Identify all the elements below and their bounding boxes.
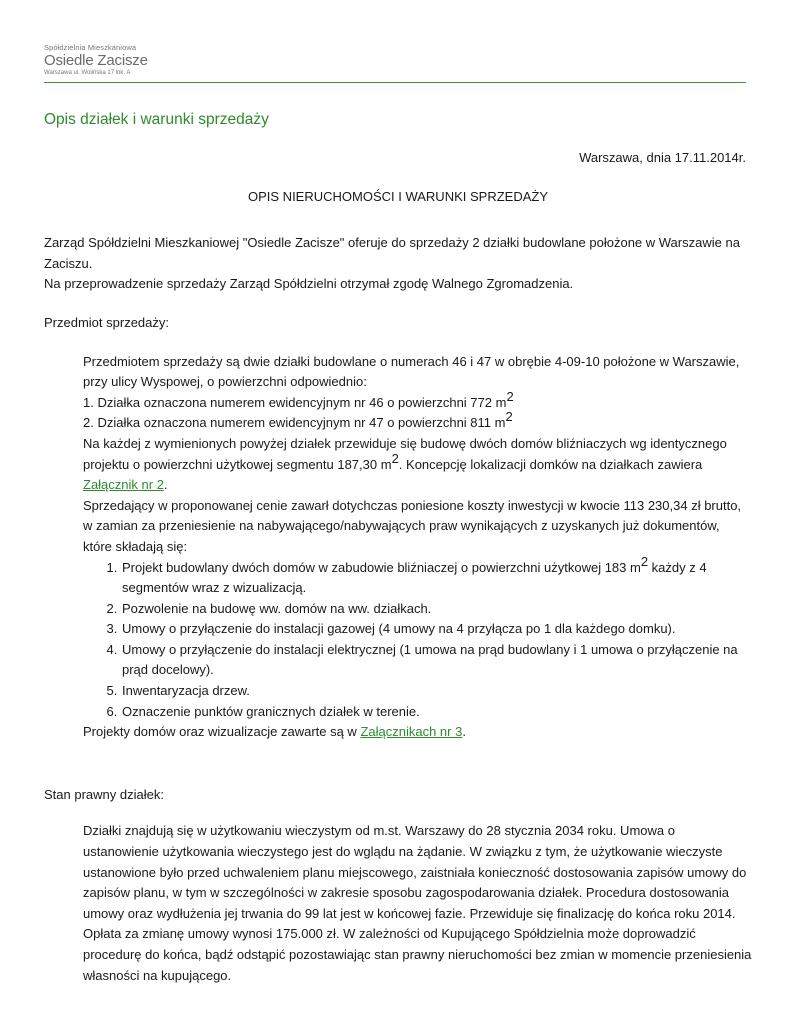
period: .	[462, 724, 466, 740]
legal-status-label: Stan prawny działek:	[44, 786, 164, 802]
plot-item-2	[83, 409, 752, 434]
legal-status-section	[83, 821, 752, 986]
intro-paragraph-2: Na przeprowadzenie sprzedaży Zarząd Spółdzielni otrzymał zgodę Walnego Zgromadzenia.	[44, 276, 574, 292]
logo-line-2: Osiedle Zacisze	[44, 51, 148, 69]
intro-paragraph-1: Zarząd Spółdzielni Mieszkaniowej "Osiedle Zacisze" oferuje do sprzedaży 2 działki budowlane położone w Warszawie na Zaciszu.	[44, 235, 740, 271]
superscript-2: 2	[391, 450, 399, 466]
attachment-3-link[interactable]: Załącznikach nr 3	[360, 724, 463, 740]
superscript-2: 2	[640, 553, 649, 569]
projects-paragraph	[83, 722, 752, 743]
document-body	[44, 148, 752, 986]
header-divider	[44, 82, 746, 83]
logo-line-3: Warszawa ul. Wolińska 17 lok. A	[44, 69, 131, 76]
subject-label: Przedmiot sprzedaży:	[44, 314, 169, 330]
legal-status-paragraph: Działki znajdują się w użytkowaniu wieczystym od m.st. Warszawy do 28 stycznia 2034 roku. Umowa o ustanowienie użytkowania wieczystego jest do wglądu na żądanie. W związku z tym, że użytkowanie wieczyste ustanowione było przed uchwaleniem planu miejscowego, zaistniała konieczność dostosowania zapisów umowy do zapisów planu, w tym w szczególności w zakresie sposobu zagospodarowania działek. Procedura dostosowania umowy oraz wydłużenia jej trwania do 99 lat jest w końcowej fazie. Przewiduje się finalizację do końca roku 2014. Opłata za zmianę umowy wynosi 175.000 zł. W zależności od Kupującego Spółdzielnia może doprowadzić procedurę do końca, bądź odstąpić pozostawiając stan prawny nieruchomości bez zmian w momencie przeniesienia własności na kupującego.	[83, 823, 752, 983]
houses-text-a: Na każdej z wymienionych powyżej działek przewiduje się budowę dwóch domów bliźniaczych wg identycznego projektu o powierzchni użytkowej segmentu 187,30 m	[83, 435, 727, 472]
plot-item-2-text: 2. Działka oznaczona numerem ewidencyjnym nr 47 o powierzchni 811 m	[83, 415, 506, 431]
cooperative-logo[interactable]	[44, 44, 148, 76]
page-title: Opis działek i warunki sprzedaży	[44, 111, 269, 128]
plot-item-1	[83, 388, 752, 414]
logo-line-1: Spółdzielnia Mieszkaniowa	[44, 43, 137, 52]
period: .	[163, 477, 168, 493]
list-item: 5. Inwentaryzacja drzew.	[121, 681, 752, 702]
houses-text-b: . Koncepcję lokalizacji domków na działkach zawiera	[398, 456, 703, 472]
houses-paragraph	[83, 434, 752, 496]
list-item: 2. Pozwolenie na budowę ww. domów na ww. działkach.	[121, 599, 752, 620]
superscript-2: 2	[506, 388, 514, 404]
document-date: Warszawa, dnia 17.11.2014r.	[579, 150, 746, 165]
list-item: 4. Umowy o przyłączenie do instalacji elektrycznej (1 umowa na prąd budowlany i 1 umowa o przyłączenie na prąd docelowy).	[121, 640, 752, 681]
list-item	[121, 553, 752, 599]
superscript-2: 2	[505, 409, 513, 425]
document-heading: OPIS NIERUCHOMOŚCI I WARUNKI SPRZEDAŻY	[248, 188, 548, 204]
list-item-text: Projekt budowlany dwóch domów w zabudowie bliźniaczej o powierzchni użytkowej 183 m	[122, 559, 641, 575]
list-item: 3. Umowy o przyłączenie do instalacji gazowej (4 umowy na 4 przyłącza po 1 dla każdego domku).	[121, 619, 752, 640]
attachment-2-link[interactable]: Załącznik nr 2	[83, 477, 164, 493]
projects-text: Projekty domów oraz wizualizacje zawarte są w	[83, 724, 361, 740]
list-item: 6. Oznaczenie punktów granicznych działek w terenie.	[121, 702, 752, 723]
documents-list	[83, 553, 752, 723]
subject-section	[83, 352, 752, 743]
intro-section	[44, 233, 752, 295]
subject-paragraph: Przedmiotem sprzedaży są dwie działki budowlane o numerach 46 i 47 w obrębie 4-09-10 położone w Warszawie, przy ulicy Wyspowej, o powierzchni odpowiednio:	[83, 353, 740, 390]
plot-item-1-text: 1. Działka oznaczona numerem ewidencyjnym nr 46 o powierzchni 772 m	[83, 394, 507, 410]
seller-paragraph: Sprzedający w proponowanej cenie zawarł dotychczas poniesione koszty inwestycji w kwocie 113 230,34 zł brutto, w zamian za przeniesienie na nabywającego/nabywających praw wynikających z uzyskanych już dokumentów, które składają się:	[83, 497, 742, 554]
list-item-text-tail: każdy z 4 segmentów wraz z wizualizacją.	[122, 559, 707, 596]
